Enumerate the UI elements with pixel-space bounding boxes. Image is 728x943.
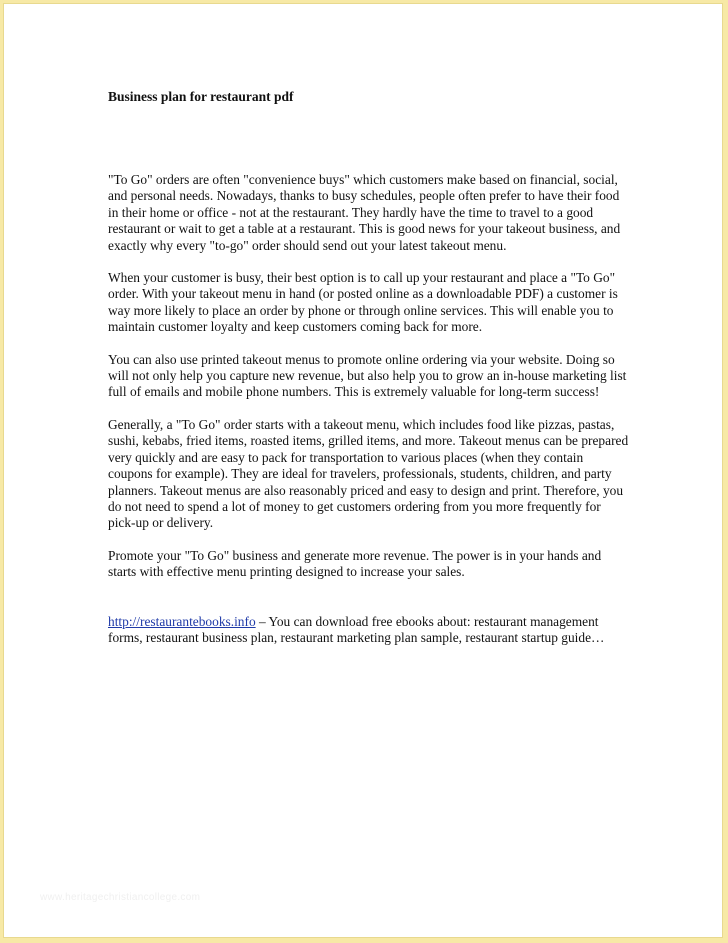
footer-paragraph xyxy=(108,614,630,647)
footer-text: – You can download free ebooks about: restaurant management forms, restaurant business plan, restaurant marketing plan sample, restaurant startup guide… xyxy=(108,613,605,645)
paragraph-5: Promote your "To Go" business and generate more revenue. The power is in your hands and starts with effective menu printing designed to increase your sales. xyxy=(108,547,602,580)
paragraph-2: When your customer is busy, their best option is to call up your restaurant and place a "To Go" order. With your takeout menu in hand (or posted online as a downloadable PDF) a customer is way more likely to place an order by phone or through online services. This will enable you to maintain customer loyalty and keep customers coming back for more. xyxy=(108,270,618,335)
document-page xyxy=(3,3,723,938)
paragraph-4: Generally, a "To Go" order starts with a takeout menu, which includes food like pizzas, pastas, sushi, kebabs, fried items, roasted items, grilled items, and more. Takeout menus can be prepared very quickly and are easy to pack for transportation to various places (when they contain coupons for example). They are ideal for travelers, professionals, students, children, and party planners. Takeout menus are also reasonably priced and easy to design and print. Therefore, you do not need to spend a lot of money to get customers ordering from you more frequently for pick-up or delivery. xyxy=(108,416,629,531)
ebooks-link[interactable]: http://restaurantebooks.info xyxy=(108,613,256,629)
watermark: www.heritagechristiancollege.com xyxy=(40,892,201,903)
paragraph-3: You can also use printed takeout menus to promote online ordering via your website. Doing so will not only help you capture new revenue, but also help you to grow an in-house marketing list full of emails and mobile phone numbers. This is extremely valuable for long-term success! xyxy=(108,351,627,400)
document-title: Business plan for restaurant pdf xyxy=(108,89,294,104)
document-body xyxy=(108,88,630,662)
paragraph-1: "To Go" orders are often "convenience buys" which customers make based on financial, social, and personal needs. Nowadays, thanks to busy schedules, people often prefer to have their food in their home or office - not at the restaurant. They hardly have the time to travel to a good restaurant or wait to get a table at a restaurant. This is good news for your takeout business, and exactly why every "to-go" order should send out your latest takeout menu. xyxy=(108,172,621,253)
